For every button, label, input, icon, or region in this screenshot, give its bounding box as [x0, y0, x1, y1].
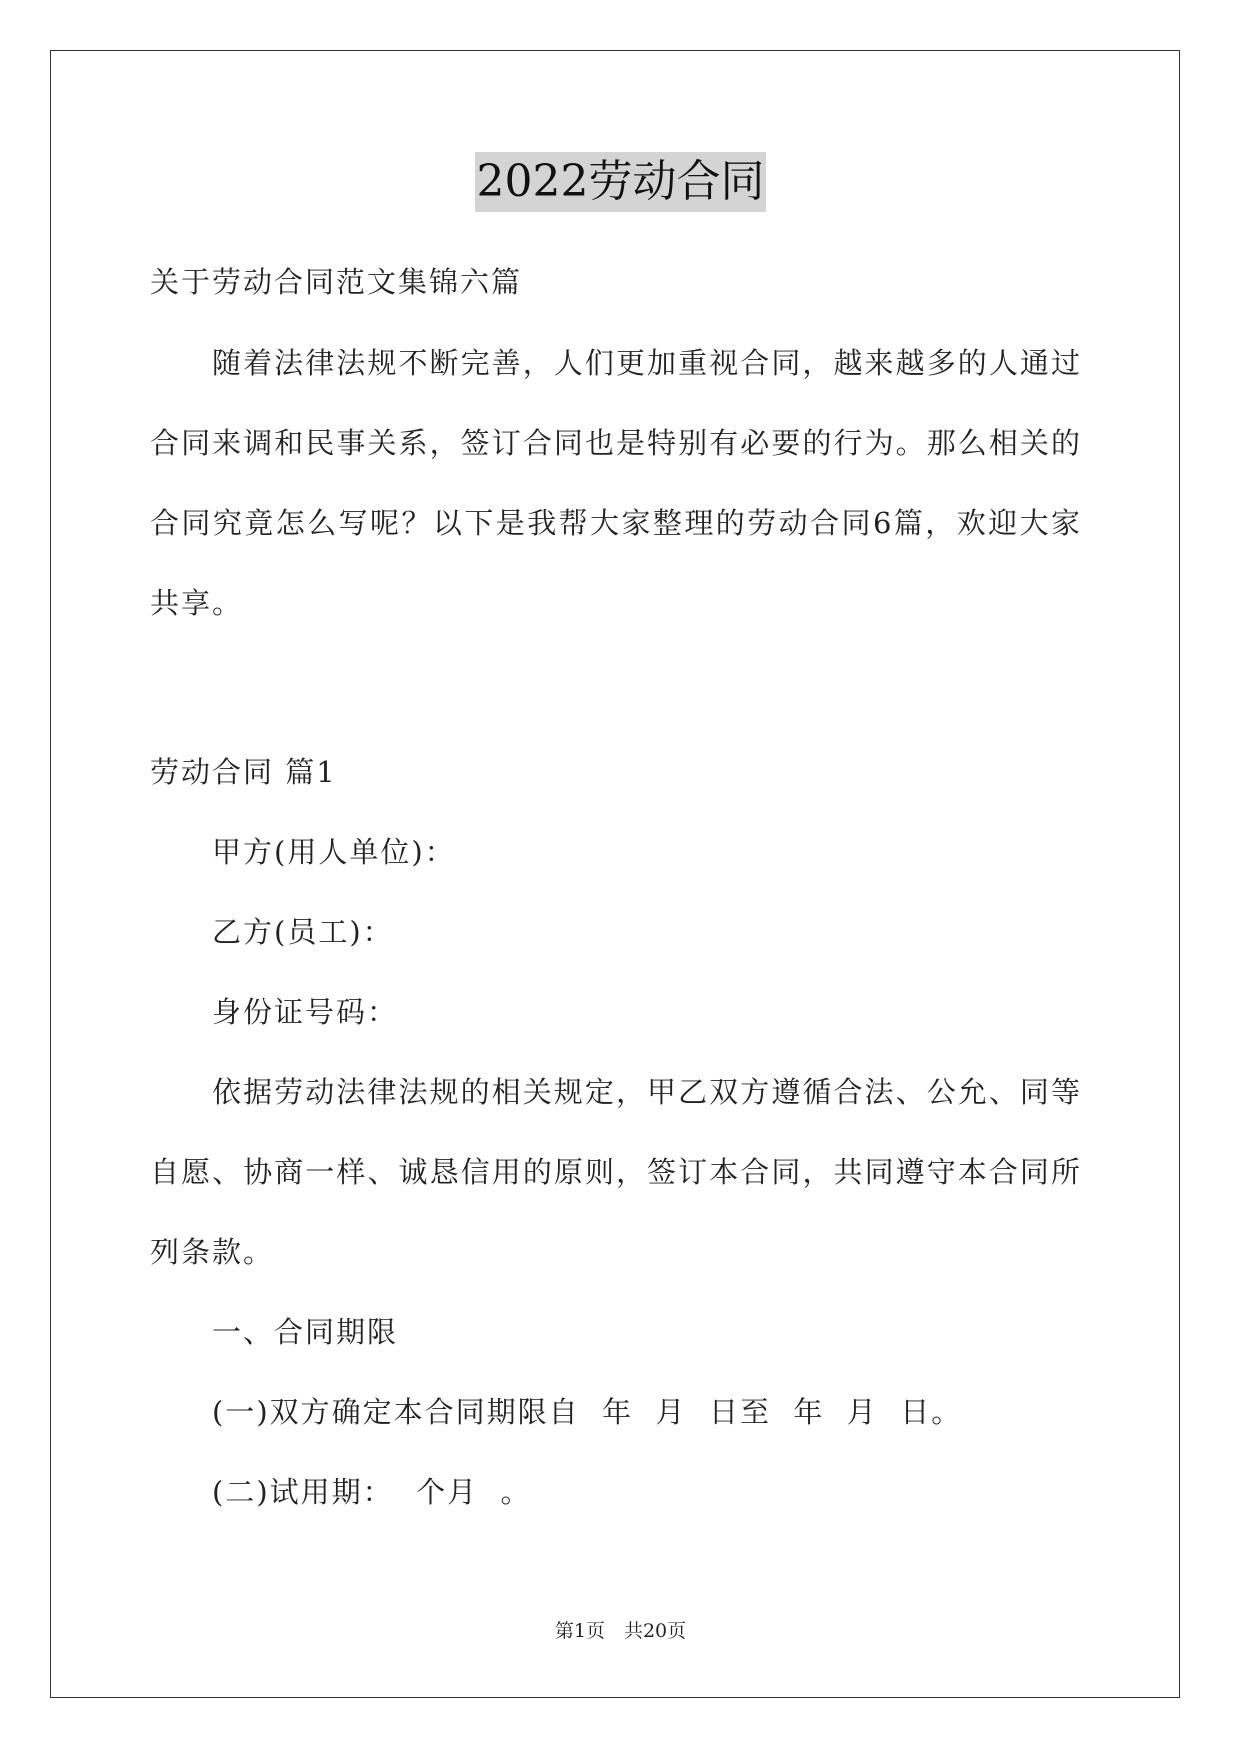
party-a-label: 甲方(用人单位)：	[212, 835, 456, 869]
clause-1-2: (二)试用期： 个月 。	[212, 1475, 532, 1509]
page-number-footer: 第1页 共20页	[554, 1620, 687, 1642]
clause-1-heading: 一、合同期限	[212, 1315, 399, 1349]
basis-line-3: 列条款。	[150, 1235, 275, 1269]
intro-line-3: 合同究竟怎么写呢？以下是我帮大家整理的劳动合同6篇，欢迎大家	[150, 506, 1080, 540]
intro-line-2: 合同来调和民事关系，签订合同也是特别有必要的行为。那么相关的	[150, 426, 1080, 460]
basis-line-1: 依据劳动法律法规的相关规定，甲乙双方遵循合法、公允、同等	[212, 1075, 1080, 1109]
clause-1-1: (一)双方确定本合同期限自 年 月 日至 年 月 日。	[212, 1395, 963, 1429]
title-container	[0, 152, 1241, 212]
intro-line-4: 共享。	[150, 586, 244, 620]
intro-line-1: 随着法律法规不断完善，人们更加重视合同，越来越多的人通过	[212, 346, 1080, 380]
party-b-label: 乙方(员工)：	[212, 915, 394, 949]
document-title: 2022劳动合同	[475, 152, 767, 212]
id-number-label: 身份证号码：	[212, 995, 399, 1029]
basis-line-2: 自愿、协商一样、诚恳信用的原则，签订本合同，共同遵守本合同所	[150, 1155, 1080, 1189]
document-subtitle: 关于劳动合同范文集锦六篇	[150, 265, 523, 299]
section-heading: 劳动合同 篇1	[150, 755, 337, 789]
